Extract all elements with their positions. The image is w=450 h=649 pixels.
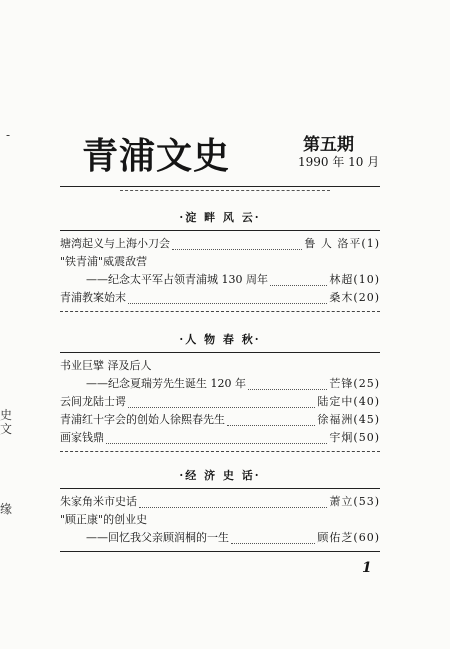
entry-page: (45): [353, 413, 380, 426]
leader-dots: [128, 397, 315, 408]
section-heading: ·人 物 春 秋·: [179, 333, 261, 346]
section-rule: [60, 230, 380, 231]
leader-dots: [128, 293, 327, 304]
entry-page: (40): [353, 395, 380, 408]
leader-dots: [270, 275, 327, 286]
header-rule-dashed: [120, 190, 330, 191]
toc-entry[interactable]: [60, 253, 380, 271]
margin-mark-2: 史: [0, 408, 13, 422]
journal-header: [0, 0, 450, 200]
entry-title: "顾正康"的创业史: [60, 513, 148, 526]
entry-author: 鲁 人 洛: [304, 237, 350, 250]
entry-page: 炯(50): [341, 431, 380, 444]
toc-entry[interactable]: [60, 393, 380, 411]
entry-page: 木(20): [341, 291, 380, 304]
entry-page: 锋(25): [341, 377, 380, 390]
toc-entry[interactable]: [60, 493, 380, 511]
header-rule: [60, 186, 380, 187]
issue-date: 1990 年 10 月: [298, 155, 380, 169]
leader-dots: [172, 239, 302, 250]
section-rule: [60, 488, 380, 489]
entry-title: 朱家角米市史话: [60, 495, 137, 508]
entry-author: 萧: [329, 495, 342, 508]
margin-mark-3: 文: [0, 422, 13, 436]
entry-title: "铁青浦"威震敌营: [60, 255, 148, 268]
section-2: [60, 332, 380, 456]
entry-page: 平(1): [349, 237, 380, 250]
margin-mark-4: 缘: [0, 502, 13, 516]
leader-dots: [106, 433, 327, 444]
section-rule: [60, 352, 380, 353]
entry-title: 画家钱鼎: [60, 431, 104, 444]
toc-entry[interactable]: [60, 271, 380, 289]
toc-entry[interactable]: [60, 289, 380, 307]
entry-author: 芒: [329, 377, 342, 390]
section-end-rule: [60, 551, 380, 552]
toc-entry[interactable]: [60, 511, 380, 529]
section-3: [60, 468, 380, 556]
section-1: [60, 210, 380, 316]
page-number: 1: [362, 560, 372, 576]
entry-author: 林: [329, 273, 342, 286]
margin-mark-1: -: [6, 128, 11, 142]
entry-title: 塘湾起义与上海小刀会: [60, 237, 170, 250]
entry-title: 书业巨擘 泽及后人: [60, 359, 152, 372]
leader-dots: [139, 497, 327, 508]
section-heading: ·经 济 史 话·: [179, 469, 261, 482]
toc-entry[interactable]: [60, 529, 380, 547]
entry-subtitle: ——回忆我父亲顾润桐的一生: [86, 531, 229, 544]
section-end-rule: [60, 311, 380, 312]
toc-entry[interactable]: [60, 375, 380, 393]
leader-dots: [231, 533, 315, 544]
section-heading: ·淀 畔 风 云·: [179, 211, 261, 224]
toc-entry[interactable]: [60, 235, 380, 253]
entry-author: 顾佑芝: [317, 531, 354, 544]
section-end-rule: [60, 451, 380, 452]
journal-title: 青浦文史: [82, 135, 231, 177]
entry-subtitle: ——纪念太平军占领青浦城 130 周年: [86, 273, 268, 286]
issue-number: 第五期: [303, 135, 354, 155]
leader-dots: [248, 379, 327, 390]
entry-author: 陆定中: [317, 395, 354, 408]
toc-entry[interactable]: [60, 357, 380, 375]
leader-dots: [227, 415, 315, 426]
entry-author: 宇: [329, 431, 342, 444]
toc-entry[interactable]: [60, 411, 380, 429]
entry-subtitle: ——纪念夏瑞芳先生诞生 120 年: [86, 377, 246, 390]
toc-entry[interactable]: [60, 429, 380, 447]
entry-author: 桑: [329, 291, 342, 304]
entry-author: 徐福洲: [317, 413, 354, 426]
entry-title: 云间龙陆士谔: [60, 395, 126, 408]
entry-page: (60): [353, 531, 380, 544]
entry-page: 超(10): [341, 273, 380, 286]
entry-page: 立(53): [341, 495, 380, 508]
entry-title: 青浦教案始末: [60, 291, 126, 304]
entry-title: 青浦红十字会的创始人徐熙春先生: [60, 413, 225, 426]
